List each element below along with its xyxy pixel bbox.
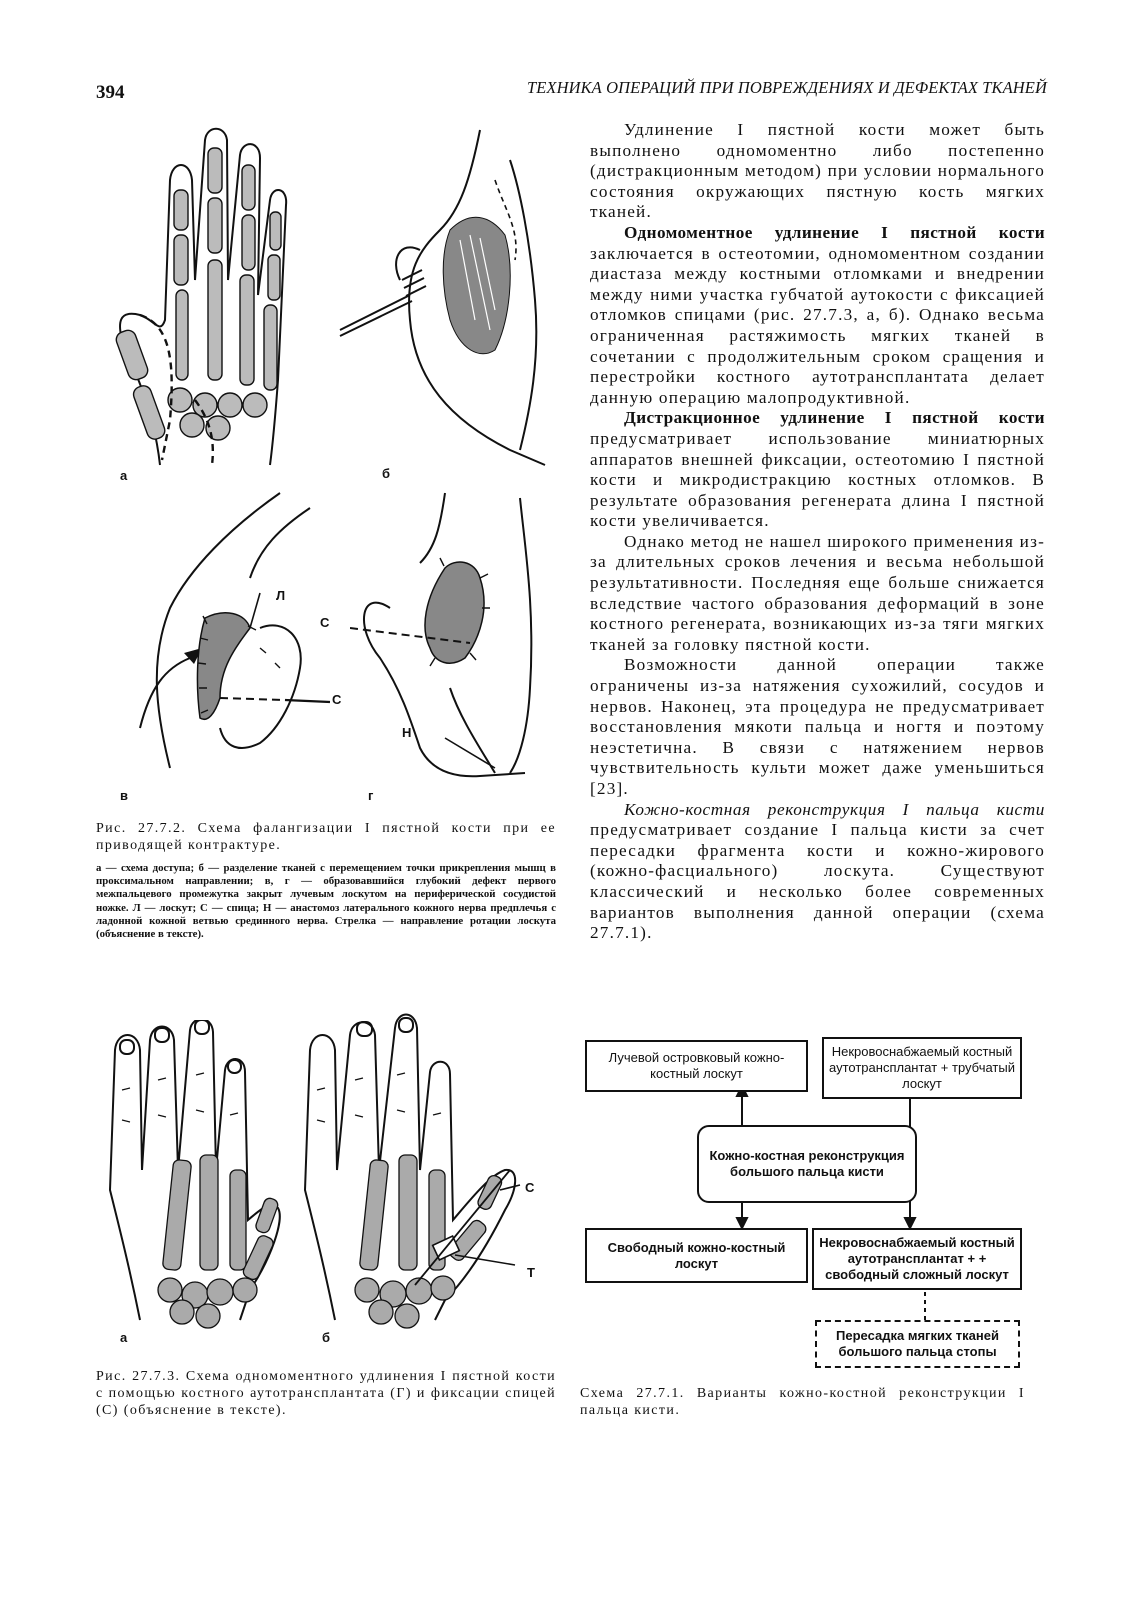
scheme-box-bottom-right: Некровоснабжаемый костный аутотрансплантат + + свободный сложный лоскут [812,1228,1022,1290]
figure-2-panel-label-a: а [120,1330,128,1345]
body-text [590,120,1045,944]
paragraph-2 [590,223,1045,408]
paragraph-6-text: предусматривает создание I пальца кисти за счет пересадки фрагмента кости и кожно-жирового (кожно-фасциального) лоскута. Существуют классический и несколько более современных вариантов выполнения данной операции (схема 27.7.1). [590,820,1045,943]
figure-1-legend: а — схема доступа; б — разделение тканей с перемещением точки прикрепления мышц в проксимальном направлении; в, г — образовавшийся глубокий дефект первого межпальцевого промежутка закрыт лучевым лоскутом на периферической сосудистой ножке. Л — лоскут; С — спица; Н — анастомоз латерального кожного нерва предплечья с ладонной кожной ветвью срединного нерва. Стрелка — направление ротации лоскута (объяснение в тексте). [96,862,556,941]
scheme-box-bottom-left: Свободный кожно-костный лоскут [585,1228,808,1283]
figure-2-caption: Рис. 27.7.3. Схема одномоментного удлинения I пястной кости с помощью костного аутотрансплантата (Г) и фиксации спицей (С) (объяснение в тексте). [96,1369,556,1418]
panel-label-a: а [120,468,128,483]
callout-flap: Л [276,588,286,603]
figure-2-callout-graft: Т [527,1265,535,1280]
callout-nerve: Н [402,725,412,740]
panel-label-g: г [368,788,374,803]
paragraph-3-heading: Дистракционное удлинение I пястной кости [624,408,1045,428]
scheme-box-dashed: Пересадка мягких тканей большого пальца стопы [815,1320,1020,1368]
figure-2-panel-b-hand-graft [295,1010,525,1340]
figure-panel-b-surgical-exposure [330,120,550,470]
figure-2-panel-label-b: б [322,1330,331,1345]
scheme-box-top-right: Некровоснабжаемый костный аутотрансплантат + трубчатый лоскут [822,1037,1022,1099]
paragraph-2-text: заключается в остеотомии, одномоментном создании диастаза между костными отломками и внедрении между ними участка губчатой аутокости с фиксацией отломков спицами (рис. 27.7.3, а, б). Однако весьма ограниченная растяжимость мягких тканей в сочетании с продолжительным сроком сращения и перестройки костного аутотрансплантата делает данную операцию малопродуктивной. [590,243,1045,407]
figure-2-callout-wire: С [525,1180,535,1195]
scheme-box-center [697,1125,917,1203]
panel-label-v: в [120,788,128,803]
scheme-center-label: Кожно-костная реконструкция большого пальца кисти [709,1148,905,1179]
callout-wire-g: С [320,615,330,630]
figure-1-caption: Рис. 27.7.2. Схема фалангизации I пястной кости при ее приводящей контрактуре. [96,821,556,853]
figure-panel-a-hand-xray [100,120,300,490]
paragraph-5: Возможности данной операции также ограничены из-за натяжения сухожилий, сосудов и нервов. Наконец, эта процедура не предусматривает восстановления мякоти пальца и ногтя и поэтому неэстетична. В связи с натяжением нервов чувствительность культи может даже уменьшиться [23]. [590,655,1045,798]
running-title: ТЕХНИКА ОПЕРАЦИЙ ПРИ ПОВРЕЖДЕНИЯХ И ДЕФЕКТАХ ТКАНЕЙ [526,78,1047,97]
scheme-box-top-left: Лучевой островковый кожно-костный лоскут [585,1040,808,1092]
figure-panel-g-nerve-anastomosis [350,488,550,788]
paragraph-2-heading: Одномоментное удлинение I пястной кости [624,222,1045,242]
paragraph-6 [590,800,1045,944]
paragraph-3 [590,408,1045,532]
figure-2-panel-a-hand [100,1020,290,1340]
page-number: 394 [96,82,125,103]
paragraph-3-text: предусматривает использование миниатюрных аппаратов внешней фиксации, остеотомию I пястной кости и микродистракцию костных отломков. В результате образования регенерата длина I пястной кости увеличивается. [590,428,1045,531]
figure-panel-v-flap-rotation [110,488,350,788]
callout-wire-v: С [332,692,342,707]
paragraph-1: Удлинение I пястной кости может быть выполнено одномоментно либо постепенно (дистракционным методом) при условии нормального состояния окружающих пястную кость мягких тканей. [590,120,1045,222]
panel-label-b: б [382,466,391,481]
scheme-caption: Схема 27.7.1. Варианты кожно-костной реконструкции I пальца кисти. [580,1386,1025,1418]
paragraph-4: Однако метод не нашел широкого применения из-за длительных сроков лечения и весьма небольшой результативности. Последняя еще больше снижается вследствие частого образования деформаций в зоне костного регенерата, возникающих из-за тяги мягких тканей за головку пястной кости. [590,531,1045,654]
paragraph-6-italic: Кожно-костная реконструкция I пальца кисти [624,799,1045,819]
